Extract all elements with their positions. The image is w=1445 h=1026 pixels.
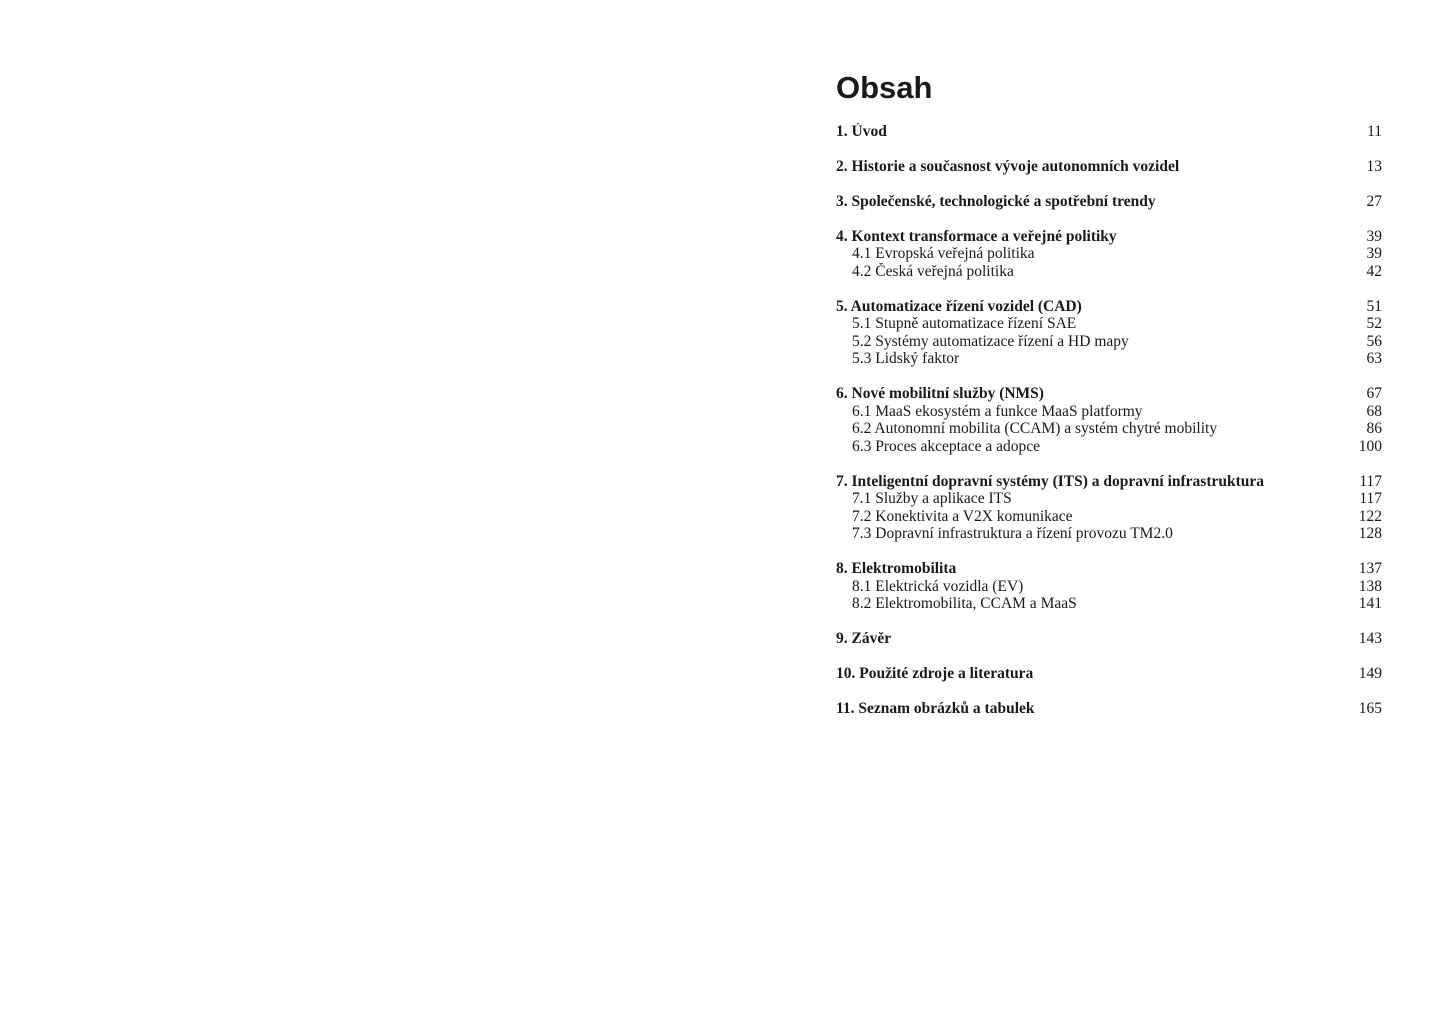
toc-entry-page: 27 — [1366, 192, 1382, 210]
toc-entry-page: 117 — [1359, 472, 1382, 490]
toc-entry-page: 128 — [1358, 525, 1382, 542]
toc-entry-label: 5.2 Systémy automatizace řízení a HD mapy — [852, 332, 1129, 350]
toc-entry — [836, 560, 1382, 578]
toc-entry-page: 11 — [1367, 122, 1382, 140]
toc-entry — [836, 123, 1382, 141]
toc-entry — [836, 193, 1382, 211]
toc-entry — [836, 403, 1382, 421]
toc-entry — [836, 315, 1382, 333]
toc-entry-label: 6.2 Autonomní mobilita (CCAM) a systém chytré mobility — [852, 420, 1218, 437]
toc-entry-label: 4. Kontext transformace a veřejné politiky — [836, 227, 1117, 245]
toc-entry — [836, 490, 1382, 508]
toc-entry — [836, 578, 1382, 596]
toc-entry-label: 7.3 Dopravní infrastruktura a řízení provozu TM2.0 — [852, 525, 1173, 542]
toc-entry — [836, 385, 1382, 403]
toc-entry-page: 39 — [1366, 245, 1382, 262]
toc-entry-page: 39 — [1366, 227, 1382, 245]
toc-entry-page: 67 — [1366, 385, 1382, 402]
toc-entry — [836, 298, 1382, 316]
toc-entry — [836, 525, 1382, 543]
toc-entry — [836, 245, 1382, 263]
toc-entry-page: 122 — [1358, 507, 1382, 525]
toc-entry — [836, 420, 1382, 438]
toc-entry-label: 5. Automatizace řízení vozidel (CAD) — [836, 297, 1082, 315]
toc-entry-page: 56 — [1366, 332, 1382, 350]
toc-entry-label: 6. Nové mobilitní služby (NMS) — [836, 385, 1044, 402]
page-title: Obsah — [836, 70, 933, 105]
toc-entry-page: 143 — [1358, 630, 1382, 647]
toc-entry-label: 4.1 Evropská veřejná politika — [852, 245, 1035, 262]
toc-entry-label: 3. Společenské, technologické a spotřební trendy — [836, 192, 1156, 210]
toc-entry — [836, 158, 1382, 176]
toc-entry-page: 100 — [1358, 437, 1382, 455]
toc-entry-label: 9. Závěr — [836, 630, 892, 647]
toc-entry-page: 138 — [1358, 577, 1382, 595]
toc-entry-page: 68 — [1366, 402, 1382, 420]
toc-entry-label: 11. Seznam obrázků a tabulek — [836, 700, 1035, 717]
toc-entry — [836, 595, 1382, 613]
toc-entry — [836, 700, 1382, 718]
toc-entry — [836, 333, 1382, 351]
toc-entry-label: 7.1 Služby a aplikace ITS — [852, 490, 1012, 507]
toc-entry-page: 141 — [1358, 595, 1382, 612]
toc-entry-page: 86 — [1366, 420, 1382, 437]
toc-entry-page: 165 — [1358, 700, 1382, 717]
toc-entry-label: 8.2 Elektromobilita, CCAM a MaaS — [852, 595, 1077, 612]
toc-entry — [836, 508, 1382, 526]
toc-entry-label: 4.2 Česká veřejná politika — [852, 262, 1014, 280]
toc-entry — [836, 263, 1382, 281]
toc-entry-label: 6.1 MaaS ekosystém a funkce MaaS platformy — [852, 402, 1143, 420]
toc-entry — [836, 350, 1382, 368]
toc-entry-page: 149 — [1358, 665, 1382, 682]
toc-entry — [836, 665, 1382, 683]
toc-entry-page: 63 — [1366, 350, 1382, 367]
toc-entry-label: 5.1 Stupně automatizace řízení SAE — [852, 315, 1077, 332]
toc-entry-page: 42 — [1366, 262, 1382, 280]
toc-entry-label: 7.2 Konektivita a V2X komunikace — [852, 507, 1073, 525]
toc-entry-page: 117 — [1359, 490, 1382, 507]
toc-entry-label: 1. Úvod — [836, 122, 887, 140]
toc-entry-page: 13 — [1366, 157, 1382, 175]
toc-entry-label: 6.3 Proces akceptace a adopce — [852, 437, 1041, 455]
toc-entry-label: 8.1 Elektrická vozidla (EV) — [852, 577, 1024, 595]
toc-entry-label: 5.3 Lidský faktor — [852, 350, 960, 367]
toc-entry — [836, 473, 1382, 491]
toc-entry-page: 51 — [1366, 297, 1382, 315]
toc-entry — [836, 228, 1382, 246]
toc-entry-page: 137 — [1358, 560, 1382, 577]
toc-entry — [836, 630, 1382, 648]
toc-entry — [836, 438, 1382, 456]
toc-entry-page: 52 — [1366, 315, 1382, 332]
toc-entry-label: 10. Použité zdroje a literatura — [836, 665, 1034, 682]
table-of-contents — [836, 71, 1382, 718]
toc-entry-label: 8. Elektromobilita — [836, 560, 957, 577]
toc-entry-label: 7. Inteligentní dopravní systémy (ITS) a dopravní infrastruktura — [836, 472, 1265, 490]
toc-entry-label: 2. Historie a současnost vývoje autonomních vozidel — [836, 157, 1180, 175]
